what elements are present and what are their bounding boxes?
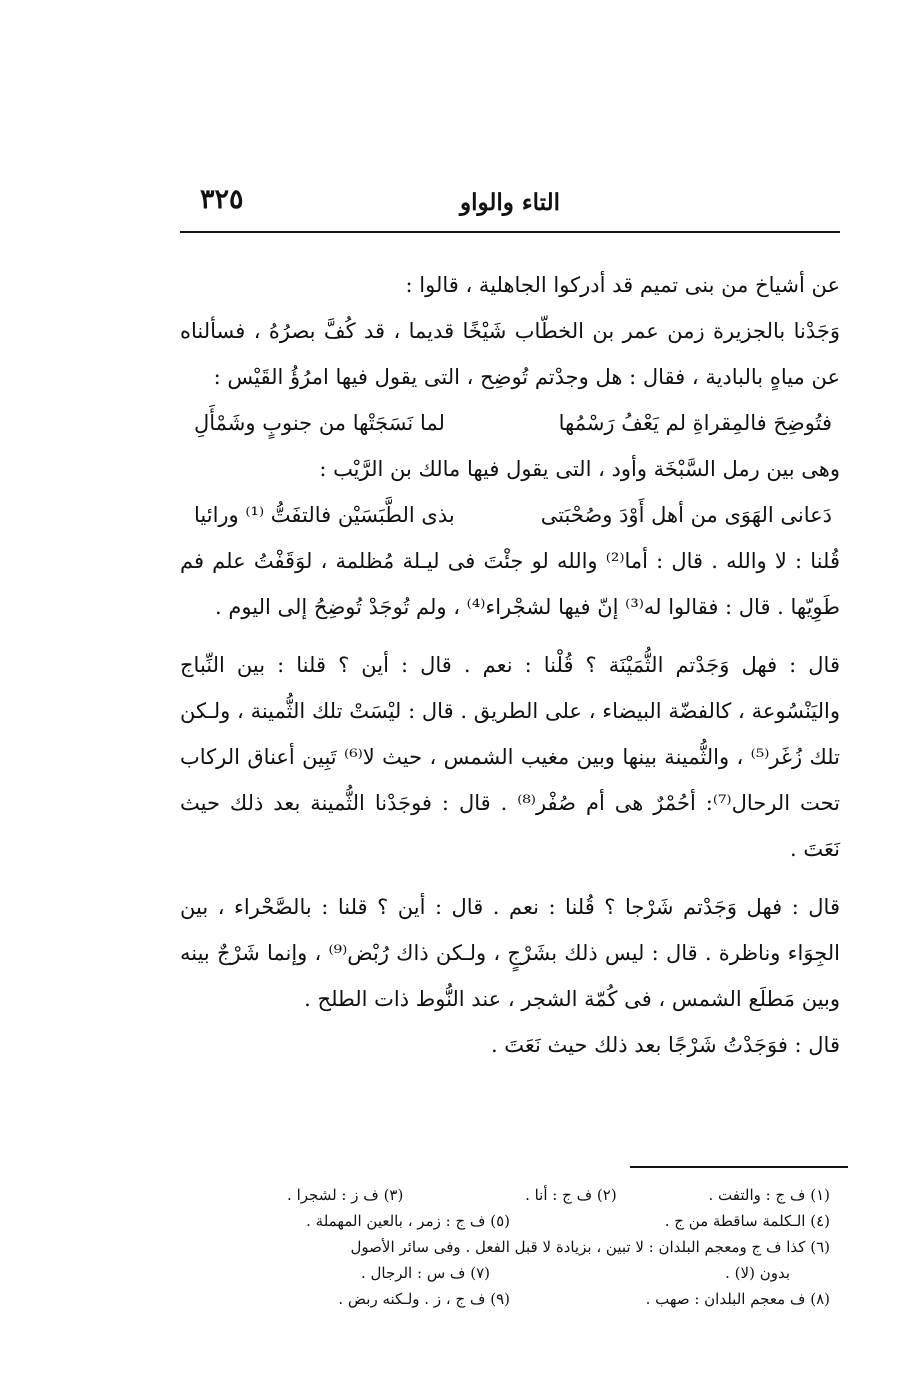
page-number: ٣٢٥ bbox=[200, 184, 244, 215]
footnote: (١) ف ج : والتفت . bbox=[708, 1186, 830, 1204]
footnote-rule bbox=[630, 1166, 848, 1168]
paragraph: وهى بين رمل السَّبْخَة وأود ، التى يقول فيها مالك بن الرَّيْب : bbox=[319, 457, 840, 481]
running-title: التاء والواو bbox=[459, 188, 561, 216]
running-header bbox=[180, 180, 840, 224]
footnote: (٥) ف ج : زمر ، بالعين المهملة . bbox=[306, 1212, 510, 1230]
footnote-row bbox=[190, 1208, 830, 1234]
footnote: (٤) الـكلمة ساقطة من ج . bbox=[664, 1212, 830, 1230]
paragraph: عن أشياخ من بنى تميم قد أدركوا الجاهلية ، قالوا : bbox=[405, 273, 840, 297]
paragraph: قال : فهل وَجَدْتم شَرْجا ؟ قُلنا : نعم . قال : أين ؟ قلنا : بالصَّحْراء ، بين الجِوَاء وناظرة . قال : ليس ذلك بشَرْجٍ ، ولـكن ذاك رُبْض⁽⁹⁾ ، وإنما شَرْجٌ بينه وبين مَطلَع الشمس ، فى كُمّة الشجر ، عند النُّوط ذات الطلح . bbox=[180, 895, 840, 1011]
paragraph: وَجَدْنا بالجزيرة زمن عمر بن الخطّاب شَيْخًا قديما ، قد كُفَّ بصرُهُ ، فسألناه عن مياهٍ بالبادية ، فقال : هل وجدْتم تُوضِح ، التى يقول فيها امرُؤُ القَيْس : bbox=[180, 319, 840, 389]
footnote: (٧) ف س : الرجال . bbox=[360, 1264, 490, 1282]
footnote: (٩) ف ج ، ز . ولـكنه ربض . bbox=[338, 1290, 510, 1308]
footnote-continuation: بدون (لا) . bbox=[725, 1264, 790, 1282]
verse-second-hemistich: بذى الطَّبَسَيْن فالتفَتُّ ⁽¹⁾ ورائيا bbox=[194, 503, 455, 527]
verse-first-hemistich: دَعانى الهَوَى من أهل أَوْدَ وصُحْبَتى bbox=[540, 503, 832, 527]
paragraph: قال : فوَجَدْتُ شَرْجًا بعد ذلك حيث نَعَتَ . bbox=[490, 1033, 840, 1057]
paragraph: قُلنا : لا والله . قال : أما⁽²⁾ والله لو جئْتَ فى ليـلة مُظلمة ، لوَقَفْتُ علم فم طَوِيّها . قال : فقالوا له⁽³⁾ إنّ فيها لشجْراء⁽⁴⁾ ، ولم تُوجَدْ تُوضِحُ إلى اليوم . bbox=[180, 549, 840, 619]
footnote: (٨) ف معجم البلدان : صهب . bbox=[645, 1290, 830, 1308]
footnote-row bbox=[190, 1260, 830, 1286]
main-text bbox=[180, 262, 840, 1068]
verse-line bbox=[180, 492, 840, 538]
footnote-row bbox=[190, 1286, 830, 1312]
verse-first-hemistich: فتُوضِحَ فالمِقراةِ لم يَعْفُ رَسْمُها bbox=[558, 411, 832, 435]
footnotes bbox=[190, 1182, 830, 1312]
paragraph: قال : فهل وَجَدْتم الثُّمَيْنَة ؟ قُلْنا : نعم . قال : أين ؟ قلنا : بين النِّباج واليَنْسُوعة ، كالفضّة البيضاء ، على الطريق . قال : ليْسَتْ تلك الثُّمينة ، ولـكن تلك زُغَر⁽⁵⁾ ، والثُّمينة بينها وبين مغيب الشمس ، حيث لا⁽⁶⁾ تَبِين أعناق الركاب تحت الرحال⁽⁷⁾: أحُمْرٌ هى أم صُفْر⁽⁸⁾ . قال : فوجَدْنا الثُّمينة بعد ذلك حيث نَعَتَ . bbox=[180, 653, 841, 861]
footnote-row bbox=[190, 1182, 830, 1208]
footnote: (٢) ف ج : أنا . bbox=[525, 1186, 617, 1204]
verse-second-hemistich: لما نَسَجَتْها من جنوبٍ وشَمْأَلِ bbox=[194, 411, 445, 435]
verse-line bbox=[180, 400, 840, 446]
header-rule bbox=[180, 231, 840, 233]
footnote: (٦) كذا ف ج ومعجم البلدان : لا تبين ، بزيادة لا قبل الفعل . وفى سائر الأصول bbox=[350, 1238, 830, 1256]
footnote: (٣) ف ز : لشجرا . bbox=[287, 1186, 404, 1204]
